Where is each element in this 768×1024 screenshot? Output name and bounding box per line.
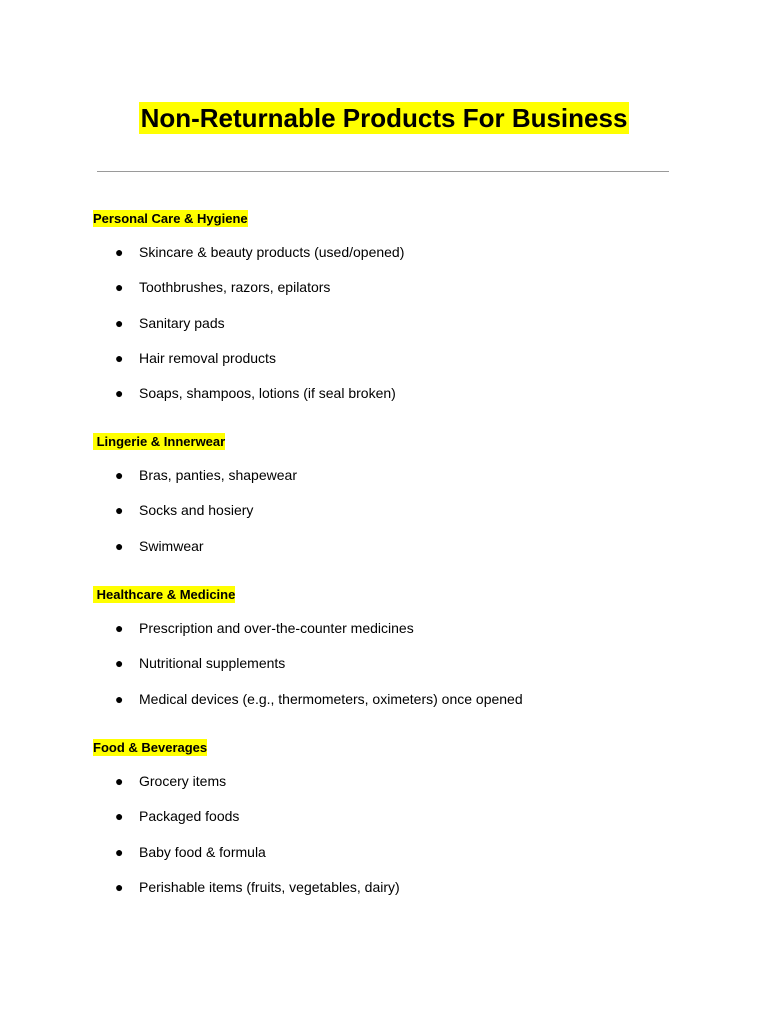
bullet-icon: ● xyxy=(115,467,124,483)
list-item-text: Hair removal products xyxy=(139,349,276,366)
section-heading: Food & Beverages xyxy=(93,740,208,755)
title-container xyxy=(0,102,768,134)
list-item-text: Socks and hosiery xyxy=(139,502,254,519)
list-item xyxy=(93,843,713,878)
bullet-icon: ● xyxy=(115,843,124,860)
list-item xyxy=(93,501,713,536)
list-item-text: Baby food & formula xyxy=(139,843,266,860)
bullet-icon: ● xyxy=(115,385,124,402)
list-item-text: Nutritional supplements xyxy=(139,655,286,672)
list-item xyxy=(93,654,713,689)
section-heading: Personal Care & Hygiene xyxy=(93,211,248,226)
bullet-icon: ● xyxy=(115,878,124,895)
bullet-icon: ● xyxy=(115,502,124,519)
item-list xyxy=(93,772,713,913)
list-item xyxy=(93,537,713,572)
list-item-text: Perishable items (fruits, vegetables, dairy) xyxy=(139,878,400,895)
bullet-icon: ● xyxy=(115,808,124,825)
horizontal-divider xyxy=(97,171,669,172)
list-item-text: Packaged foods xyxy=(139,808,240,825)
list-item-text: Prescription and over-the-counter medicines xyxy=(139,620,414,636)
page-title: Non-Returnable Products For Business xyxy=(140,103,628,133)
list-item xyxy=(93,772,713,807)
bullet-icon: ● xyxy=(115,244,124,260)
list-item-text: Sanitary pads xyxy=(139,314,225,331)
list-item-text: Grocery items xyxy=(139,773,227,789)
list-item-text: Swimwear xyxy=(139,537,204,554)
list-item xyxy=(93,243,713,278)
section-heading: Healthcare & Medicine xyxy=(93,587,236,602)
bullet-icon: ● xyxy=(115,537,124,554)
list-item-text: Bras, panties, shapewear xyxy=(139,467,297,483)
list-item xyxy=(93,690,713,725)
section-personal-care xyxy=(93,210,713,419)
item-list xyxy=(93,619,713,725)
list-item xyxy=(93,278,713,313)
list-item xyxy=(93,314,713,349)
bullet-icon: ● xyxy=(115,620,124,636)
section-heading: Lingerie & Innerwear xyxy=(93,434,226,449)
list-item xyxy=(93,807,713,842)
section-food xyxy=(93,739,713,913)
section-healthcare xyxy=(93,586,713,725)
section-lingerie xyxy=(93,433,713,572)
bullet-icon: ● xyxy=(115,690,124,707)
list-item xyxy=(93,878,713,913)
list-item-text: Skincare & beauty products (used/opened) xyxy=(139,244,405,260)
bullet-icon: ● xyxy=(115,655,124,672)
item-list xyxy=(93,243,713,419)
list-item xyxy=(93,384,713,419)
list-item-text: Medical devices (e.g., thermometers, oximeters) once opened xyxy=(139,690,523,707)
bullet-icon: ● xyxy=(115,314,124,331)
bullet-icon: ● xyxy=(115,279,124,296)
bullet-icon: ● xyxy=(115,349,124,366)
list-item xyxy=(93,466,713,501)
list-item xyxy=(93,619,713,654)
list-item-text: Soaps, shampoos, lotions (if seal broken) xyxy=(139,385,396,402)
list-item-text: Toothbrushes, razors, epilators xyxy=(139,279,331,296)
item-list xyxy=(93,466,713,572)
bullet-icon: ● xyxy=(115,773,124,789)
list-item xyxy=(93,349,713,384)
